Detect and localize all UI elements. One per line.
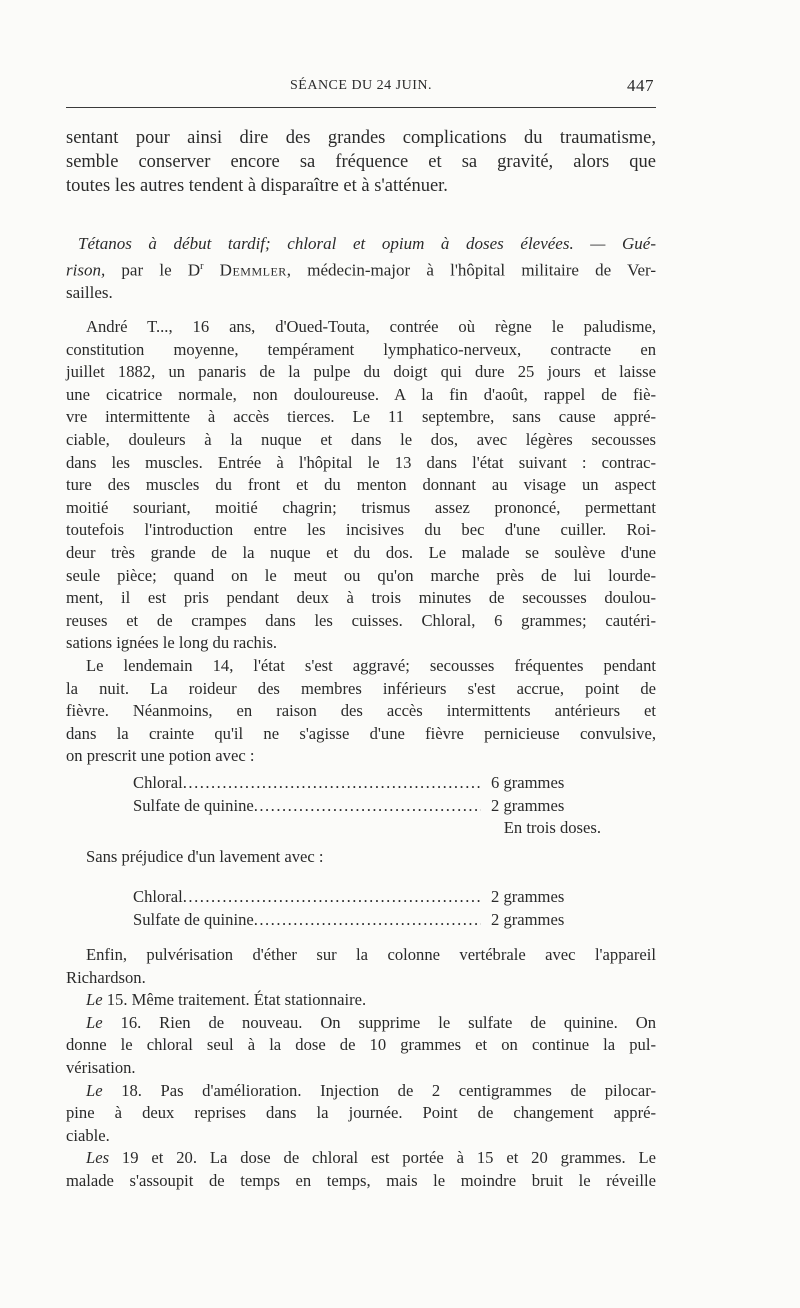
drug-dose: 2 grammes bbox=[491, 909, 565, 929]
case-body bbox=[66, 316, 656, 768]
day-label: Le bbox=[86, 1080, 103, 1100]
drug-name: Sulfate de quinine bbox=[133, 909, 254, 929]
text-line: toutes les autres tendent à disparaître et à s'atténuer. bbox=[66, 176, 448, 196]
text-line: pine à deux reprises dans la journée. Point de changement appré- bbox=[66, 1103, 656, 1123]
text-line: ment, il est pris pendant deux à trois minutes de secousses doulou- bbox=[66, 588, 656, 608]
drug-dose: 2 grammes bbox=[491, 795, 565, 815]
day-text: 18. Pas d'amélioration. Injection de 2 centigrammes de pilocar- bbox=[102, 1080, 656, 1100]
text-line: seule pièce; quand on le meut ou qu'on marche près de lui lourde- bbox=[66, 565, 656, 585]
text-line bbox=[66, 1147, 656, 1170]
running-title: SÉANCE DU 24 JUIN. bbox=[290, 78, 432, 93]
leader-dots bbox=[254, 795, 481, 818]
prescription-potion bbox=[133, 772, 603, 840]
text-line: André T..., 16 ans, d'Oued-Touta, contrée où règne le paludisme, bbox=[86, 317, 656, 336]
text-line: Enfin, pulvérisation d'éther sur la colonne vertébrale avec l'appareil bbox=[86, 945, 656, 964]
drug-dose: 6 grammes bbox=[491, 773, 565, 792]
prescription-row bbox=[133, 886, 603, 909]
prescription-enema bbox=[133, 886, 603, 931]
text-line: sations ignées le long du rachis. bbox=[66, 633, 278, 653]
author-name: Demmler bbox=[219, 260, 287, 280]
text-line: dans la crainte qu'il ne s'agisse d'une fièvre pernicieuse convulsive, bbox=[66, 723, 656, 743]
article-title bbox=[66, 233, 656, 304]
day-label: Les bbox=[86, 1148, 110, 1168]
drug-name: Chloral bbox=[133, 773, 183, 792]
text-line: moitié souriant, moitié chagrin; trismus assez prononcé, permettant bbox=[66, 497, 656, 517]
title-line bbox=[66, 256, 656, 282]
text-line: deur très grande de la nuque et du dos. Le malade se soulève d'une bbox=[66, 542, 656, 562]
text-line: vre intermittente à accès tierces. Le 11 septembre, sans cause appré- bbox=[66, 407, 656, 427]
title-line: Tétanos à début tardif; chloral et opium à doses élevées. — Gué- bbox=[78, 234, 656, 253]
title-word: rison, bbox=[66, 260, 106, 280]
text-line: une cicatrice normale, non douloureuse. A la fin d'août, rappel de fiè- bbox=[66, 384, 656, 404]
text-line: ciable. bbox=[66, 1125, 110, 1145]
text-line: reuses et de crampes dans les cuisses. Chloral, 6 grammes; cautéri- bbox=[66, 610, 656, 630]
day-label: Le bbox=[86, 1012, 103, 1032]
prescription-row bbox=[133, 909, 603, 932]
text-line: sentant pour ainsi dire des grandes complications du traumatisme, bbox=[66, 128, 656, 148]
text-line: constitution moyenne, tempérament lymphatico-nerveux, contracte en bbox=[66, 339, 656, 359]
text-line bbox=[66, 1080, 656, 1103]
drug-dose: 2 grammes bbox=[491, 887, 565, 906]
text-line: toutefois l'introduction entre les incisives du bec d'une cuiller. Roi- bbox=[66, 520, 656, 540]
day-text: 19 et 20. La dose de chloral est portée à 15 et 20 grammes. Le bbox=[109, 1148, 656, 1168]
drug-name: Chloral bbox=[133, 887, 183, 906]
page-number: 447 bbox=[627, 76, 654, 95]
prescription-row bbox=[133, 772, 603, 795]
day-label: Le bbox=[86, 990, 103, 1010]
prescription-row bbox=[133, 795, 603, 818]
text-line: Sans préjudice d'un lavement avec : bbox=[86, 847, 324, 866]
text-line: on prescrit une potion avec : bbox=[66, 746, 255, 766]
text-line: malade s'assoupit de temps en temps, mais le moindre bruit le réveille bbox=[66, 1170, 656, 1190]
text-line: dans les muscles. Entrée à l'hôpital le 13 dans l'état suivant : contrac- bbox=[66, 452, 656, 472]
header-rule bbox=[66, 107, 656, 108]
text-line: donne le chloral seul à la dose de 10 grammes et on continue la pul- bbox=[66, 1035, 656, 1055]
text-line: juillet 1882, un panaris de la pulpe du doigt qui dure 25 jours et laisse bbox=[66, 362, 656, 382]
leader-dots bbox=[254, 909, 481, 932]
title-text: , médecin-major à l'hôpital militaire de Ver- bbox=[286, 260, 656, 280]
title-sup: r bbox=[200, 260, 204, 272]
text-line: semble conserver encore sa fréquence et sa gravité, alors que bbox=[66, 152, 656, 172]
title-text: par le D bbox=[105, 260, 201, 280]
day-text: 16. Rien de nouveau. On supprime le sulfate de quinine. On bbox=[102, 1012, 656, 1032]
text-line: ture des muscles du front et du menton donnant au visage un aspect bbox=[66, 475, 656, 495]
text-line: Richardson. bbox=[66, 967, 146, 987]
prescription-note: En trois doses. bbox=[503, 818, 601, 838]
title-line: sailles. bbox=[66, 282, 113, 302]
text-line: vérisation. bbox=[66, 1057, 136, 1077]
text-line bbox=[66, 1012, 656, 1035]
text-line: ciable, douleurs à la nuque et dans le dos, avec légères secousses bbox=[66, 429, 656, 449]
text-line bbox=[66, 989, 656, 1012]
drug-name: Sulfate de quinine bbox=[133, 795, 254, 815]
text-line: fièvre. Néanmoins, en raison des accès intermittents antérieurs et bbox=[66, 701, 656, 721]
intro-paragraph bbox=[66, 126, 656, 198]
day-text: 15. Même traitement. État stationnaire. bbox=[102, 990, 367, 1010]
leader-dots bbox=[183, 772, 481, 795]
running-header bbox=[66, 78, 656, 100]
text-line: Le lendemain 14, l'état s'est aggravé; secousses fréquentes pendant bbox=[86, 655, 656, 675]
case-continuation bbox=[66, 944, 656, 1193]
text-line: la nuit. La roideur des membres inférieurs s'est accrue, point de bbox=[66, 678, 656, 698]
leader-dots bbox=[183, 886, 481, 909]
